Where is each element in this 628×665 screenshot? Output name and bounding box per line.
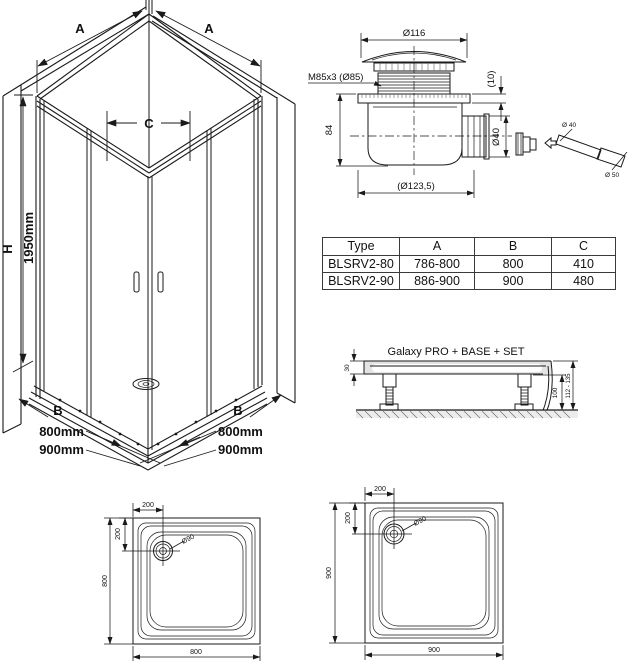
pipe-dia-50-label: Ø 50 <box>605 172 620 179</box>
spec-table-cell: BLSRV2-80 <box>323 256 400 273</box>
spec-table-header-row <box>323 238 616 256</box>
height-1950-label: 1950mm <box>21 211 36 265</box>
tray80-drain-dia-label: Ø90 <box>180 533 196 546</box>
dim-a-left-label: A <box>75 21 85 36</box>
tray-90-dimensions <box>326 486 503 660</box>
tray80-offset-y-label: 200 <box>115 528 122 540</box>
tray-90-top-view <box>326 486 503 660</box>
tray90-drain-dia-label: Ø90 <box>412 515 428 528</box>
spec-table-cell: 900 <box>475 273 552 290</box>
base-drawing <box>356 361 578 418</box>
flange-offset-label: (10) <box>486 70 497 88</box>
tray90-offset-x-label: 200 <box>374 486 386 493</box>
tray90-offset-y-label: 200 <box>345 512 352 524</box>
spec-table-row <box>323 256 616 273</box>
spec-table-cell: 410 <box>552 256 616 273</box>
base-title: Galaxy PRO + BASE + SET <box>387 346 525 358</box>
door-handle-left <box>134 272 139 292</box>
height-range-label: 112 - 135 <box>566 373 572 399</box>
width-800-left-label: 800mm <box>39 424 84 439</box>
dim-c-label: C <box>144 116 154 131</box>
dim-b-left-label: B <box>53 403 63 418</box>
outlet-pipe-elbow <box>516 122 627 179</box>
spec-table-cell: 800 <box>475 256 552 273</box>
drain-body-drawing <box>350 46 512 175</box>
spec-table-row <box>323 273 616 290</box>
tray80-depth-label: 800 <box>102 575 109 587</box>
tray80-offset-x-label: 200 <box>142 502 154 509</box>
dim-b-right-label: B <box>233 403 243 418</box>
spec-table-container <box>322 237 615 290</box>
tray80-width-label: 800 <box>190 649 202 656</box>
room-walls <box>3 0 295 433</box>
enclosure-isometric-drawing <box>0 0 295 470</box>
spec-table <box>322 237 616 290</box>
spec-table-header-cell: C <box>552 238 616 256</box>
leg-height-label: 100 <box>552 387 559 399</box>
rim-height-label: 30 <box>344 364 351 372</box>
pipe-dia-40-label: Ø 40 <box>562 122 577 129</box>
drain-dimensions <box>308 28 510 198</box>
tray-drain <box>133 379 159 390</box>
base-cross-section <box>344 346 578 418</box>
tray90-width-label: 900 <box>428 647 440 654</box>
spec-table-header-cell: B <box>475 238 552 256</box>
spec-table-cell: 886-900 <box>400 273 475 290</box>
cap-diameter-label: Ø116 <box>402 28 426 39</box>
width-800-right-label: 800mm <box>218 424 263 439</box>
width-900-right-label: 900mm <box>218 442 263 457</box>
spec-table-cell: BLSRV2-90 <box>323 273 400 290</box>
waste-drain-detail <box>308 28 627 198</box>
spec-table-cell: 786-800 <box>400 256 475 273</box>
flow-arrow-icon <box>545 138 556 148</box>
tray-80-drain <box>122 505 180 566</box>
spec-table-header-cell: A <box>400 238 475 256</box>
width-900-left-label: 900mm <box>39 442 84 457</box>
outlet-diameter-label: Ø40 <box>491 128 502 146</box>
spec-table-header-cell: Type <box>323 238 400 256</box>
door-handle-right <box>158 272 163 292</box>
base-dimensions <box>344 349 578 410</box>
tray-80-top-view <box>102 502 260 661</box>
flange-diameter-label: (Ø123,5) <box>397 181 435 192</box>
tray90-depth-label: 900 <box>326 567 333 579</box>
dim-h-label: H <box>0 244 15 254</box>
body-height-label: 84 <box>324 124 335 136</box>
spec-table-cell: 480 <box>552 273 616 290</box>
dim-a-right-label: A <box>204 21 214 36</box>
thread-label: M85x3 (Ø85) <box>308 72 364 83</box>
